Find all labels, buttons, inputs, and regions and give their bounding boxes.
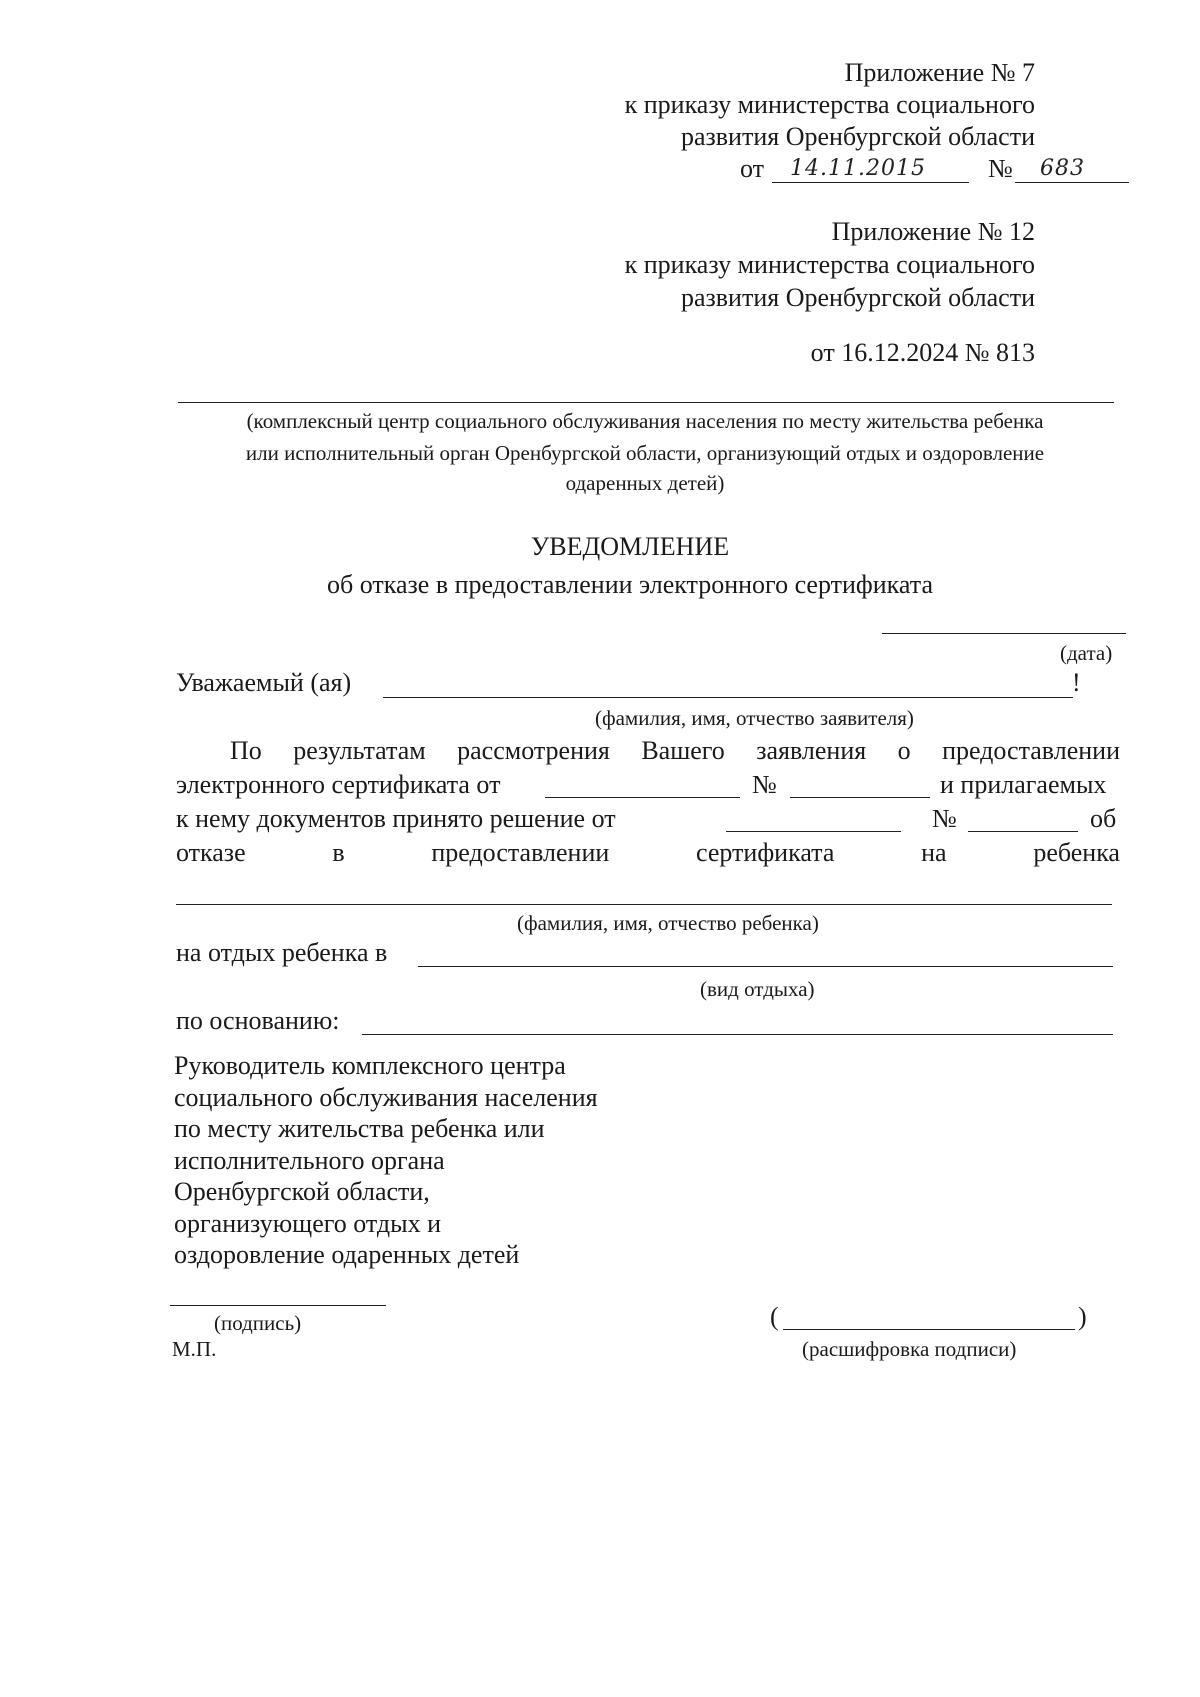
body-line-2-number-sign: №	[752, 770, 777, 799]
rest-label: на отдых ребенка в	[176, 938, 388, 967]
body-word: Вашего	[641, 736, 725, 765]
body-line-4	[176, 838, 1120, 868]
signatory-line: по месту жительства ребенка или	[174, 1114, 545, 1143]
body-word: предоставлении	[942, 736, 1120, 765]
rest-type-line	[418, 966, 1113, 967]
signatory-line: организующего отдых и	[174, 1208, 442, 1238]
body-word: рассмотрения	[457, 736, 610, 765]
organization-caption-1: (комплексный центр социального обслуживания населения по месту жительства ребенка	[246, 409, 1044, 433]
child-name-line	[176, 904, 1112, 905]
decision-number-line	[968, 831, 1078, 832]
body-line-1	[230, 736, 1120, 766]
appendix-7-date-handwritten: 14.11.2015	[790, 156, 926, 181]
decode-paren-open: (	[770, 1302, 779, 1331]
body-word: о	[897, 736, 911, 765]
appendix-12-date-number: от 16.12.2024 № 813	[810, 338, 1035, 367]
signatory-line: оздоровление одаренных детей	[174, 1240, 520, 1269]
applicant-name-line	[383, 697, 1073, 698]
decision-date-line	[726, 831, 901, 832]
organization-caption-2: или исполнительный орган Оренбургской области, организующий отдых и оздоровление	[245, 441, 1045, 465]
organization-line	[178, 402, 1114, 403]
application-date-line	[545, 797, 740, 798]
appendix-7-date-line	[772, 182, 969, 183]
notice-subtitle: об отказе в предоставлении электронного сертификата	[327, 570, 933, 599]
body-word: результатам	[293, 736, 426, 765]
signatory-block	[174, 1050, 598, 1271]
body-word: на	[921, 838, 947, 867]
appendix-7-title: Приложение № 7	[844, 58, 1035, 87]
appendix-7-number-prefix: №	[988, 154, 1013, 183]
body-word: предоставлении	[431, 838, 610, 867]
applicant-name-caption: (фамилия, имя, отчество заявителя)	[595, 706, 914, 730]
appendix-12-ministry-line: развития Оренбургской области	[680, 283, 1035, 312]
body-word: сертификата	[695, 838, 835, 867]
decode-paren-close: )	[1078, 1302, 1087, 1331]
body-line-3-start	[176, 804, 702, 834]
body-word: ребенка	[1033, 838, 1120, 867]
body-word: заявления	[756, 736, 867, 765]
basis-line	[362, 1034, 1113, 1035]
body-word: в	[332, 838, 345, 867]
signatory-line: Руководитель комплексного центра	[174, 1051, 566, 1080]
organization-caption-3: одаренных детей)	[565, 471, 725, 495]
stamp-mark: М.П.	[172, 1337, 217, 1361]
body-line-2-end: и прилагаемых	[940, 770, 1107, 799]
signatory-line: исполнительного органа	[174, 1145, 445, 1175]
appendix-12-order-line: к приказу министерства социального	[624, 250, 1035, 279]
signature-decode-line	[783, 1329, 1075, 1330]
appendix-12-title: Приложение № 12	[831, 217, 1035, 246]
body-word: отказе	[176, 838, 246, 867]
body-word: По	[230, 736, 262, 765]
child-name-caption: (фамилия, имя, отчество ребенка)	[517, 911, 819, 935]
signature-line	[170, 1305, 386, 1306]
date-line	[882, 633, 1126, 634]
notice-title: УВЕДОМЛЕНИЕ	[530, 532, 730, 561]
signatory-line: Оренбургской области,	[174, 1177, 430, 1206]
body-line-3-number-sign: №	[932, 804, 957, 833]
greeting-exclamation: !	[1072, 668, 1081, 697]
application-number-line	[790, 797, 930, 798]
appendix-7-order-line: к приказу министерства социального	[624, 90, 1035, 119]
basis-label: по основанию:	[176, 1006, 340, 1035]
appendix-7-ministry-line: развития Оренбургской области	[680, 122, 1035, 151]
body-line-3-text: к нему документов принято решение от	[176, 804, 616, 833]
body-line-2-start: электронного сертификата от	[176, 770, 501, 799]
rest-type-caption: (вид отдыха)	[700, 977, 815, 1001]
signature-decode-caption: (расшифровка подписи)	[802, 1337, 1017, 1361]
appendix-7-number-handwritten: 683	[1040, 156, 1085, 181]
signature-caption: (подпись)	[214, 1311, 302, 1335]
body-line-3-end: об	[1090, 804, 1117, 833]
signatory-line: социального обслуживания населения	[174, 1082, 598, 1112]
appendix-7-date-prefix: от	[740, 154, 765, 183]
appendix-7-number-line	[1015, 182, 1129, 183]
date-caption: (дата)	[1060, 641, 1113, 665]
greeting-label: Уважаемый (ая)	[176, 668, 352, 697]
